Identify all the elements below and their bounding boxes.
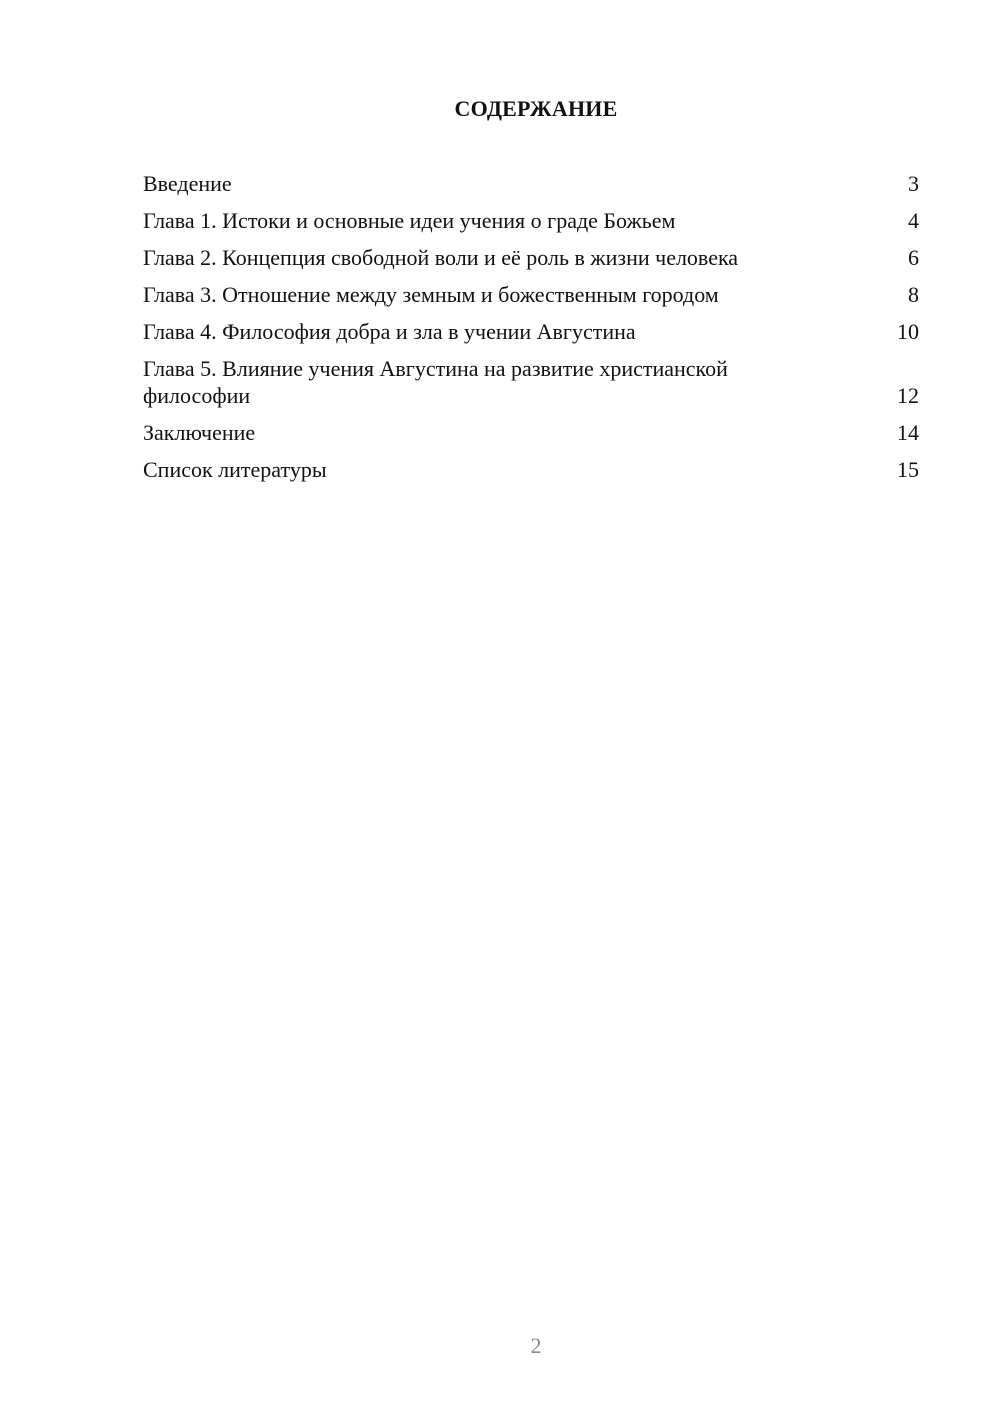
toc-entry-bibliography xyxy=(143,456,919,483)
toc-entry-page: 10 xyxy=(897,319,919,344)
toc-entry-page: 6 xyxy=(908,245,919,270)
toc-entry-page: 8 xyxy=(908,282,919,307)
toc-entry-page: 14 xyxy=(897,420,919,445)
toc-entry-page: 3 xyxy=(908,171,919,196)
toc-entry-label: Глава 4. Философия добра и зла в учении Августина xyxy=(143,319,636,344)
toc-entry-label: Список литературы xyxy=(143,457,327,482)
toc-entry-label: Введение xyxy=(143,171,232,196)
toc-entry-chapter-1 xyxy=(143,207,919,234)
toc-entry-chapter-3 xyxy=(143,281,919,308)
toc-entry-introduction xyxy=(143,170,919,197)
toc-entry-page: 4 xyxy=(908,208,919,233)
toc-entry-label: Глава 2. Концепция свободной воли и её роль в жизни человека xyxy=(143,245,739,270)
toc-entry-page: 15 xyxy=(897,457,919,482)
toc-entry-label: Заключение xyxy=(143,420,256,445)
table-of-contents xyxy=(143,170,919,493)
toc-entry-chapter-2 xyxy=(143,244,919,271)
toc-entry-label: Глава 5. Влияние учения Августина на развитие христианской философии xyxy=(143,356,728,408)
toc-entry-label: Глава 1. Истоки и основные идеи учения о граде Божьем xyxy=(143,208,676,233)
toc-entry-chapter-5 xyxy=(143,355,919,409)
page-number: 2 xyxy=(530,1333,542,1358)
toc-entry-chapter-4 xyxy=(143,318,919,345)
toc-entry-conclusion xyxy=(143,419,919,446)
toc-entry-label: Глава 3. Отношение между земным и божественным городом xyxy=(143,282,719,307)
toc-entry-page: 12 xyxy=(897,383,919,408)
toc-title: СОДЕРЖАНИЕ xyxy=(454,96,618,121)
